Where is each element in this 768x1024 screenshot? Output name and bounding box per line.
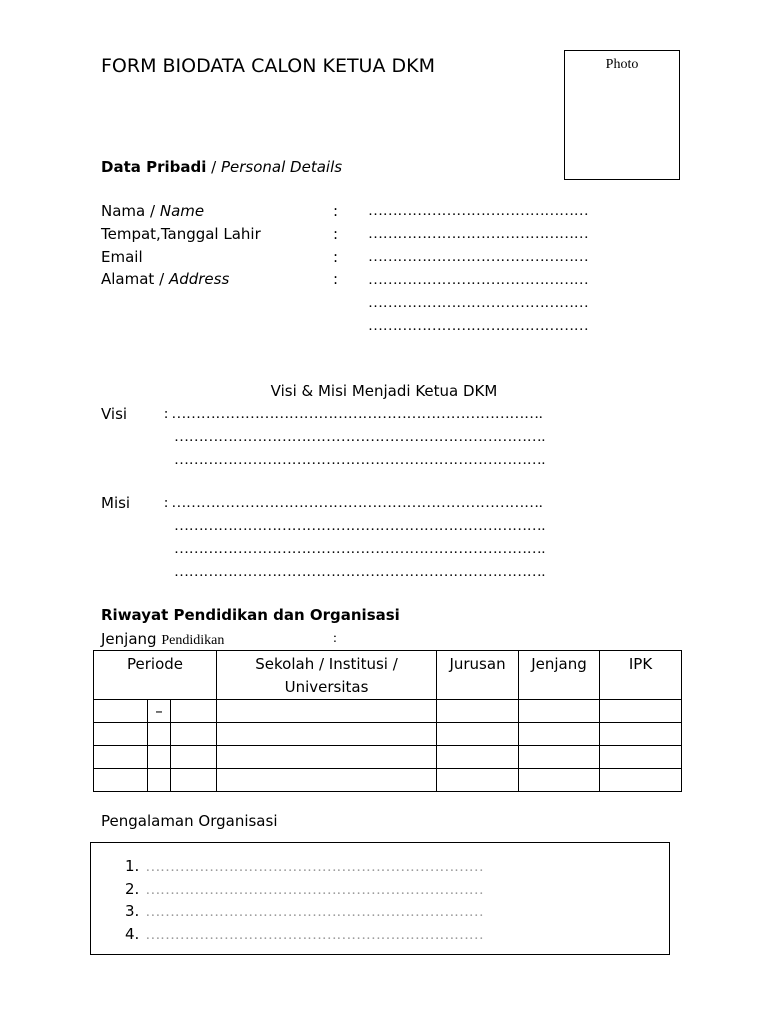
visi-misi-heading: Visi & Misi Menjadi Ketua DKM [270,382,498,400]
cell-major[interactable] [437,723,519,746]
misi-field-line-1[interactable]: : …………………………………………………………………. [164,495,543,511]
cell-period-start[interactable] [94,769,148,792]
education-heading: Riwayat Pendidikan dan Organisasi [101,606,400,624]
cell-gpa[interactable] [600,746,682,769]
list-item: 1. …………………………………………………………… [125,857,484,875]
list-item: 4. …………………………………………………………… [125,925,484,943]
cell-level[interactable] [519,746,600,769]
cell-period-start[interactable] [94,700,148,723]
birth-field[interactable]: ……………………………………… [368,226,589,242]
photo-label: Photo [605,57,639,72]
list-item: 2. …………………………………………………………… [125,880,484,898]
header-ipk: IPK [600,651,682,700]
misi-field-line-4[interactable]: …………………………………………………………………. [174,564,545,580]
table-row [94,746,682,769]
cell-school[interactable] [217,723,437,746]
photo-box[interactable] [564,50,680,180]
organization-heading: Pengalaman Organisasi [101,812,278,830]
personal-heading-en: Personal Details [220,158,343,176]
cell-major[interactable] [437,769,519,792]
visi-field-line-3[interactable]: …………………………………………………………………. [174,452,545,468]
header-jurusan: Jurusan [437,651,519,700]
misi-field-line-3[interactable]: …………………………………………………………………. [174,541,545,557]
cell-period-dash [148,723,171,746]
cell-period-end[interactable] [171,723,217,746]
cell-gpa[interactable] [600,700,682,723]
form-title: FORM BIODATA CALON KETUA DKM [101,55,435,77]
table-row [94,723,682,746]
cell-school[interactable] [217,769,437,792]
cell-period-dash [148,769,171,792]
cell-period-end[interactable] [171,769,217,792]
cell-level[interactable] [519,700,600,723]
address-field-line-2[interactable]: ……………………………………… [368,295,589,311]
cell-period-start[interactable] [94,723,148,746]
cell-period-end[interactable] [171,700,217,723]
field-label-alamat: Alamat / Address [101,270,230,288]
personal-heading-id: Data Pribadi [101,158,207,176]
visi-field-line-2[interactable]: …………………………………………………………………. [174,429,545,445]
cell-gpa[interactable] [600,723,682,746]
list-item: 3. …………………………………………………………… [125,902,484,920]
cell-level[interactable] [519,769,600,792]
cell-school[interactable] [217,700,437,723]
org-field-4[interactable]: …………………………………………………………… [145,927,484,943]
field-colon: : [333,225,339,243]
cell-period-dash [148,746,171,769]
name-field[interactable]: ……………………………………… [368,203,589,219]
field-label-email: Email [101,248,143,266]
cell-school[interactable] [217,746,437,769]
personal-heading-sep: / [211,158,217,176]
cell-major[interactable] [437,746,519,769]
cell-period-start[interactable] [94,746,148,769]
field-colon: : [333,202,339,220]
cell-level[interactable] [519,723,600,746]
address-field-line-3[interactable]: ……………………………………… [368,318,589,334]
visi-label: Visi [101,405,128,423]
cell-gpa[interactable] [600,769,682,792]
header-sekolah: Sekolah / Institusi / Universitas [217,651,437,700]
misi-field-line-2[interactable]: …………………………………………………………………. [174,518,545,534]
org-field-3[interactable]: …………………………………………………………… [145,904,484,920]
organization-list-box [90,842,670,955]
header-periode: Periode [94,651,217,700]
education-table [93,650,682,792]
jenjang-colon: : [333,631,337,646]
cell-period-dash: – [148,700,171,723]
cell-major[interactable] [437,700,519,723]
jenjang-pendidikan-label: Jenjang Pendidikan [101,630,225,648]
cell-period-end[interactable] [171,746,217,769]
visi-field-line-1[interactable]: : …………………………………………………………………. [164,406,543,422]
personal-details-heading [101,158,342,176]
misi-label: Misi [101,494,131,512]
header-jenjang: Jenjang [519,651,600,700]
org-field-2[interactable]: …………………………………………………………… [145,882,484,898]
table-row [94,700,682,723]
address-field[interactable]: ……………………………………… [368,272,589,288]
table-header-row [94,651,682,700]
field-colon: : [333,248,339,266]
org-field-1[interactable]: …………………………………………………………… [145,859,484,875]
email-field[interactable]: ……………………………………… [368,249,589,265]
field-label-nama: Nama / Name [101,202,205,220]
field-label-ttl: Tempat,Tanggal Lahir [101,225,261,243]
table-row [94,769,682,792]
field-colon: : [333,270,339,288]
